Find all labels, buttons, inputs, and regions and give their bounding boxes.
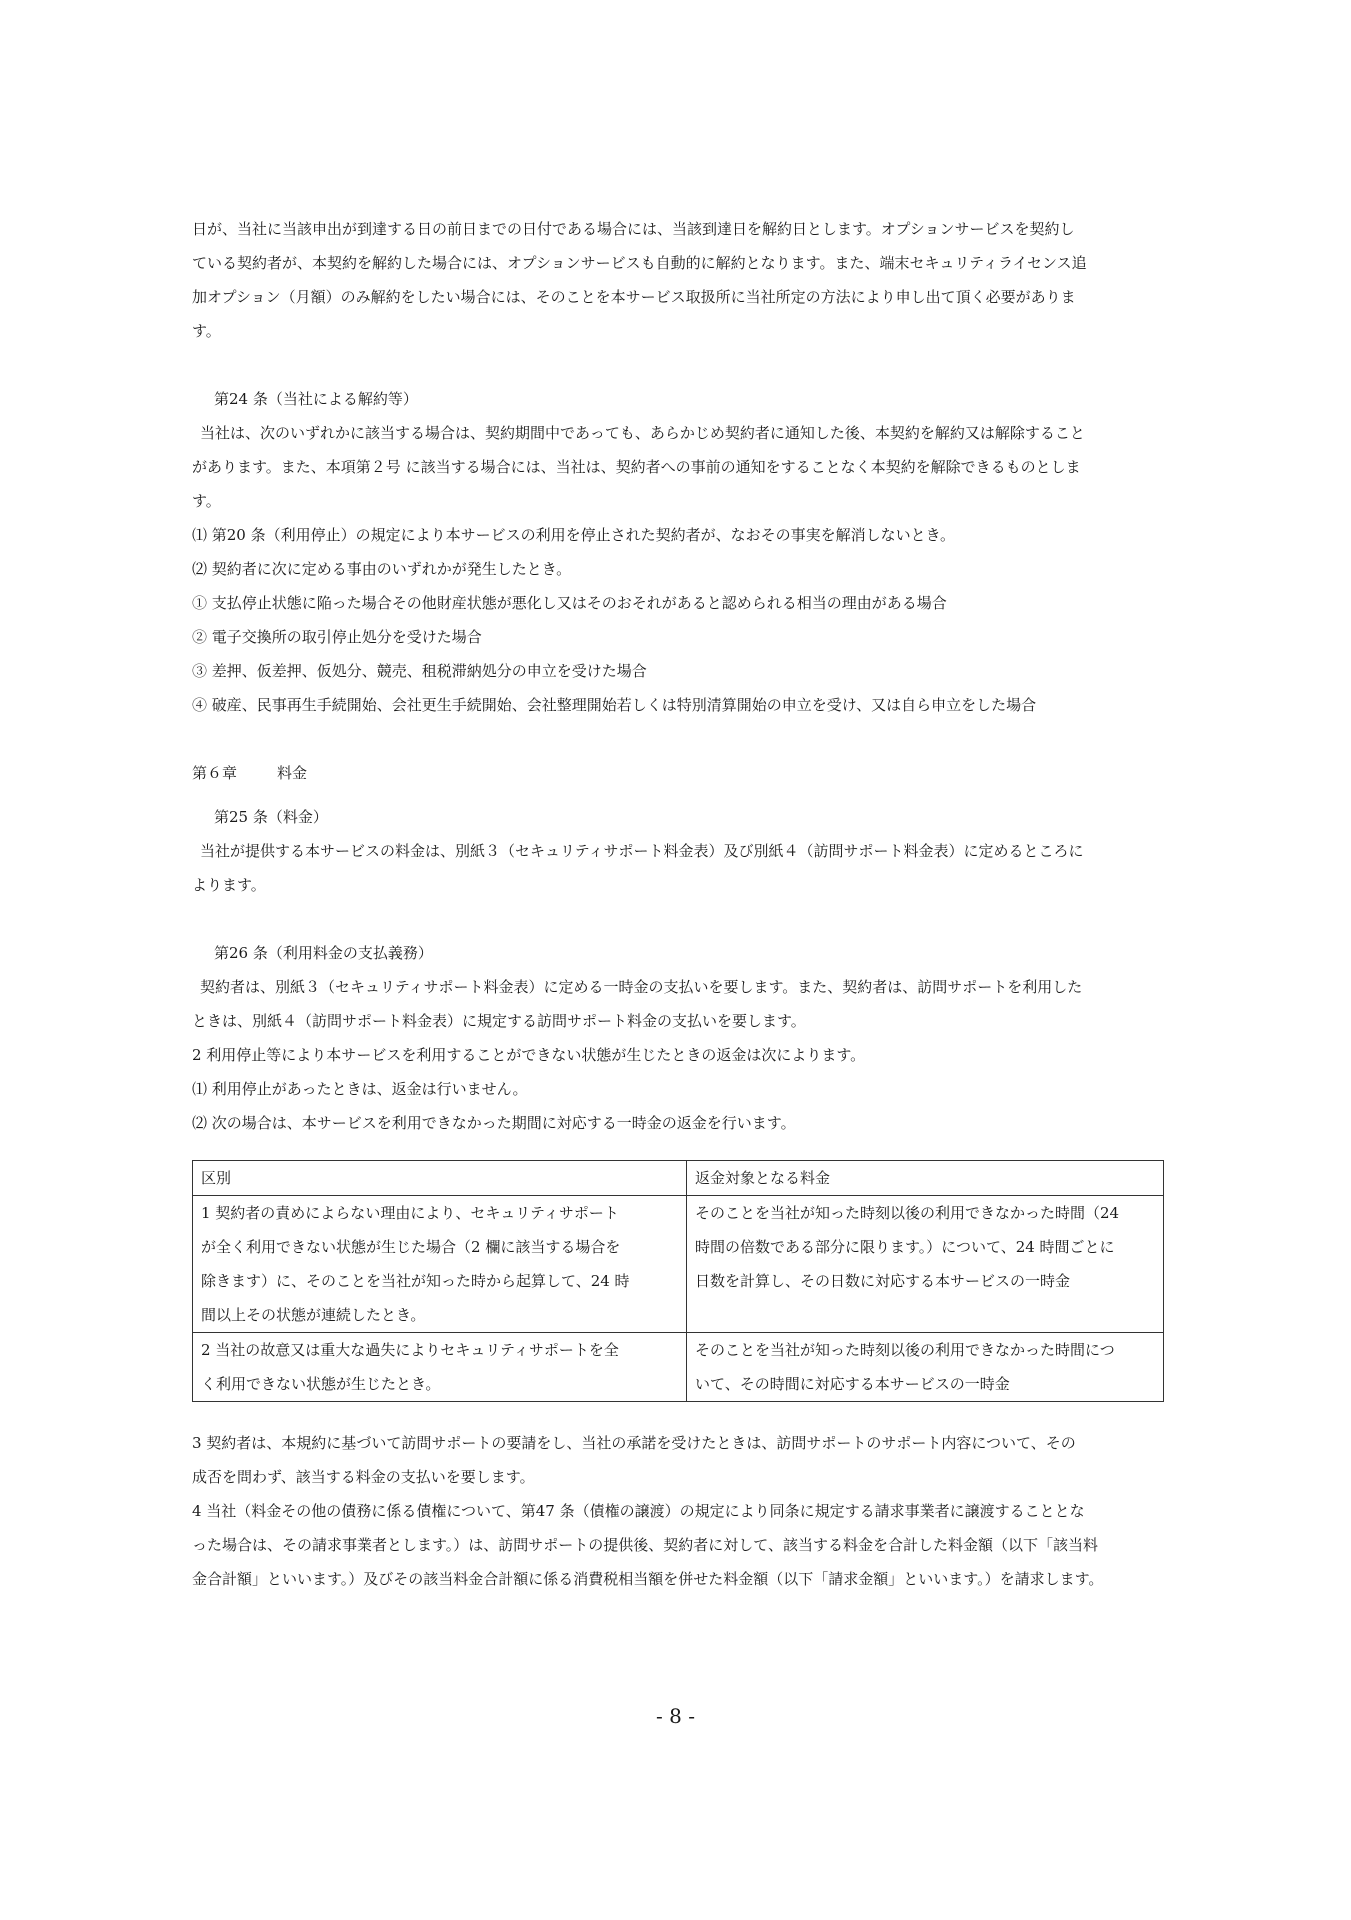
cell-line: 間以上その状態が連続したとき。 bbox=[201, 1306, 426, 1324]
cell-line: 時間の倍数である部分に限ります。）について、24 時間ごとに bbox=[695, 1238, 1115, 1256]
cell-line: 日数を計算し、その日数に対応する本サービスの一時金 bbox=[695, 1272, 1071, 1290]
list-item: ② 電子交換所の取引停止処分を受けた場合 bbox=[192, 628, 482, 646]
text-line: 成否を問わず、該当する料金の支払いを要します。 bbox=[192, 1468, 535, 1486]
cell-line: いて、その時間に対応する本サービスの一時金 bbox=[695, 1375, 1010, 1393]
table-header: 区別 bbox=[193, 1161, 687, 1196]
text-line: 当社は、次のいずれかに該当する場合は、契約期間中であっても、あらかじめ契約者に通知した後、本契約を解約又は解除すること bbox=[200, 424, 1085, 442]
text-line: す。 bbox=[192, 322, 221, 340]
text-line: 当社が提供する本サービスの料金は、別紙３（セキュリティサポート料金表）及び別紙４（訪問サポート料金表）に定めるところに bbox=[200, 842, 1084, 860]
text-line: ときは、別紙４（訪問サポート料金表）に規定する訪問サポート料金の支払いを要します。 bbox=[192, 1012, 806, 1030]
list-item: ⑴ 第20 条（利用停止）の規定により本サービスの利用を停止された契約者が、なおその事実を解消しないとき。 bbox=[192, 526, 956, 544]
article-24 bbox=[192, 382, 1164, 722]
cell-line: く利用できない状態が生じたとき。 bbox=[201, 1375, 441, 1393]
text-line: 日が、当社に当該申出が到達する日の前日までの日付である場合には、当該到達日を解約日とします。オプションサービスを契約し bbox=[192, 220, 1075, 238]
article-heading: 第24 条（当社による解約等） bbox=[214, 390, 418, 408]
cell-line: 2 当社の故意又は重大な過失によりセキュリティサポートを全 bbox=[201, 1341, 619, 1359]
article-heading: 第25 条（料金） bbox=[214, 808, 328, 826]
table-row bbox=[193, 1196, 1164, 1333]
cell-line: 1 契約者の責めによらない理由により、セキュリティサポート bbox=[201, 1204, 619, 1222]
page-number: - 8 - bbox=[656, 1704, 695, 1728]
chapter-name: 料金 bbox=[277, 764, 308, 782]
cell-line: 除きます）に、そのことを当社が知った時から起算して、24 時 bbox=[201, 1272, 630, 1290]
table-cell bbox=[687, 1196, 1164, 1333]
refund-table bbox=[192, 1160, 1164, 1402]
cell-line: そのことを当社が知った時刻以後の利用できなかった時間につ bbox=[695, 1341, 1115, 1359]
article-26 bbox=[192, 936, 1164, 1596]
text-line: があります。また、本項第２号 に該当する場合には、当社は、契約者への事前の通知をすることなく本契約を解除できるものとしま bbox=[192, 458, 1081, 476]
table-header: 返金対象となる料金 bbox=[687, 1161, 1164, 1196]
list-item: ③ 差押、仮差押、仮処分、競売、租税滞納処分の申立を受けた場合 bbox=[192, 662, 647, 680]
text-line: 2 利用停止等により本サービスを利用することができない状態が生じたときの返金は次によります。 bbox=[192, 1046, 866, 1064]
text-line: よります。 bbox=[192, 876, 266, 894]
text-line: 加オプション（月額）のみ解約をしたい場合には、そのことを本サービス取扱所に当社所定の方法により申し出て頂く必要がありま bbox=[192, 288, 1076, 306]
text-line: 4 当社（料金その他の債務に係る債権について、第47 条（債権の譲渡）の規定により同条に規定する請求事業者に譲渡することとな bbox=[192, 1502, 1085, 1520]
cell-line: が全く利用できない状態が生じた場合（2 欄に該当する場合を bbox=[201, 1238, 621, 1256]
list-item: ⑵ 次の場合は、本サービスを利用できなかった期間に対応する一時金の返金を行います。 bbox=[192, 1114, 796, 1132]
document-body bbox=[192, 212, 1164, 1596]
list-item: ① 支払停止状態に陥った場合その他財産状態が悪化し又はそのおそれがあると認められる相当の理由がある場合 bbox=[192, 594, 947, 612]
text-line: 金合計額」といいます。）及びその該当料金合計額に係る消費税相当額を併せた料金額（以下「請求金額」といいます。）を請求します。 bbox=[192, 1570, 1104, 1588]
text-line: 3 契約者は、本規約に基づいて訪問サポートの要請をし、当社の承諾を受けたときは、訪問サポートのサポート内容について、その bbox=[192, 1434, 1076, 1452]
list-item: ⑴ 利用停止があったときは、返金は行いません。 bbox=[192, 1080, 528, 1098]
list-item: ④ 破産、民事再生手続開始、会社更生手続開始、会社整理開始若しくは特別清算開始の申立を受け、又は自ら申立をした場合 bbox=[192, 696, 1037, 714]
table-cell bbox=[193, 1333, 687, 1402]
text-line: った場合は、その請求事業者とします。）は、訪問サポートの提供後、契約者に対して、該当する料金を合計した料金額（以下「該当料 bbox=[192, 1536, 1099, 1554]
list-item: ⑵ 契約者に次に定める事由のいずれかが発生したとき。 bbox=[192, 560, 572, 578]
text-line: ている契約者が、本契約を解約した場合には、オプションサービスも自動的に解約となります。また、端末セキュリティライセンス追 bbox=[192, 254, 1087, 272]
cell-line: そのことを当社が知った時刻以後の利用できなかった時間（24 bbox=[695, 1204, 1120, 1222]
chapter-heading bbox=[192, 756, 1164, 790]
intro-paragraph bbox=[192, 212, 1164, 348]
text-line: 契約者は、別紙３（セキュリティサポート料金表）に定める一時金の支払いを要します。また、契約者は、訪問サポートを利用した bbox=[200, 978, 1083, 996]
table-row bbox=[193, 1333, 1164, 1402]
article-25 bbox=[192, 800, 1164, 902]
chapter-number: 第６章 bbox=[192, 764, 238, 782]
table-header-row bbox=[193, 1161, 1164, 1196]
text-line: す。 bbox=[192, 492, 221, 510]
table-cell bbox=[687, 1333, 1164, 1402]
table-cell bbox=[193, 1196, 687, 1333]
article-heading: 第26 条（利用料金の支払義務） bbox=[214, 944, 433, 962]
